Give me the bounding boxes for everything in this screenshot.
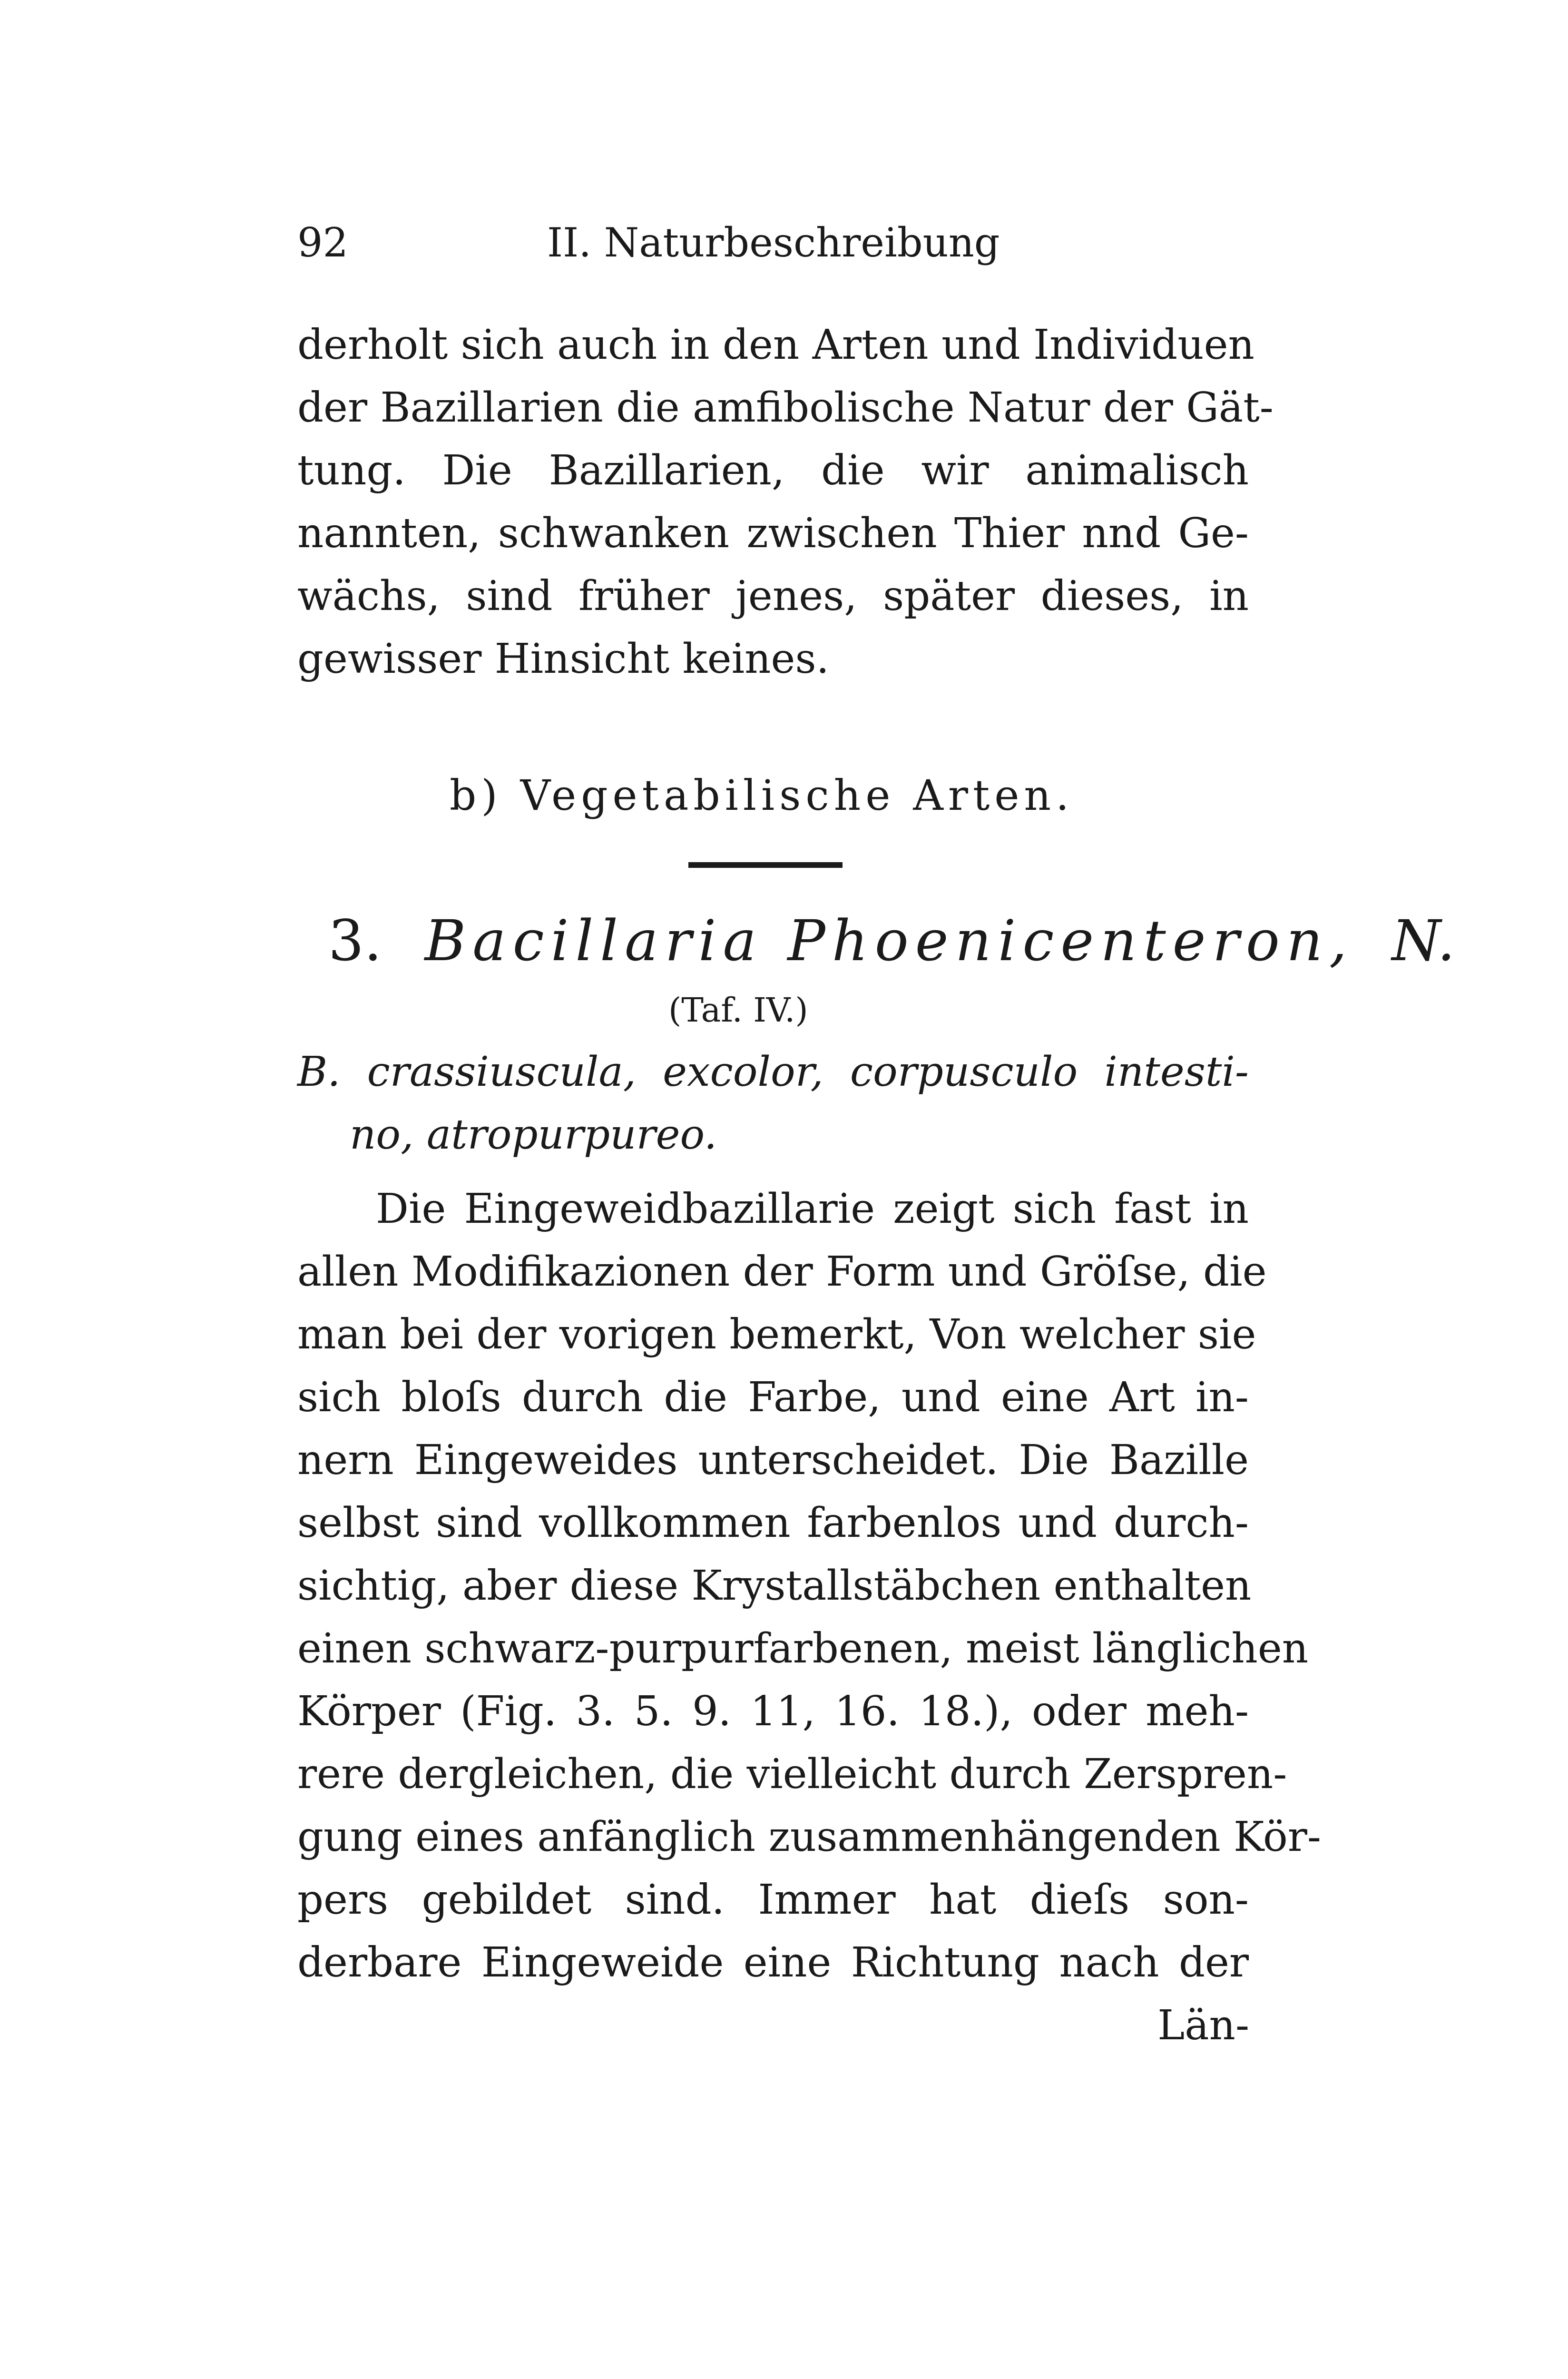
species-authority: N. xyxy=(1392,908,1455,973)
description-line: selbst sind vollkommen farbenlos und durch- xyxy=(297,1499,1249,1547)
description-line: Körper (Fig. 3. 5. 9. 11, 16. 18.), oder meh- xyxy=(297,1688,1249,1735)
page-number: 92 xyxy=(297,219,348,266)
description-line: allen Modifikazionen der Form und Gröſse, die xyxy=(297,1248,1267,1296)
intro-line: wächs, sind früher jenes, später dieses, in xyxy=(297,572,1249,620)
section-rule xyxy=(688,862,843,868)
description-line: einen schwarz-purpurfarbenen, meist länglichen xyxy=(297,1625,1309,1672)
description-line: gung eines anfänglich zusammenhängenden Kör- xyxy=(297,1813,1321,1861)
intro-line: derholt sich auch in den Arten und Individuen xyxy=(297,321,1254,369)
section-subheading: b) Vegetabilische Arten. xyxy=(450,771,1074,820)
species-name: Bacillaria Phoenicenteron, xyxy=(424,908,1354,973)
description-line: sich bloſs durch die Farbe, und eine Art in- xyxy=(297,1374,1249,1421)
diagnosis-line: no, atropurpureo. xyxy=(350,1111,717,1159)
description-line: rere dergleichen, die vielleicht durch Zerspren- xyxy=(297,1750,1287,1798)
description-line: nern Eingeweides unterscheidet. Die Bazille xyxy=(297,1436,1249,1484)
intro-line: tung. Die Bazillarien, die wir animalisch xyxy=(297,447,1249,494)
catchword: Län- xyxy=(1157,2002,1249,2049)
species-number: 3. xyxy=(328,908,382,973)
intro-line: nannten, schwanken zwischen Thier nnd Ge- xyxy=(297,510,1249,557)
intro-line: der Bazillarien die amfibolische Natur der Gät- xyxy=(297,384,1274,432)
diagnosis-line: B. crassiuscula, excolor, corpusculo intesti- xyxy=(297,1048,1249,1096)
description-line: pers gebildet sind. Immer hat dieſs son- xyxy=(297,1876,1249,1924)
description-line: man bei der vorigen bemerkt, Von welcher sie xyxy=(297,1311,1256,1358)
description-line: derbare Eingeweide eine Richtung nach der xyxy=(297,1939,1249,1986)
intro-line: gewisser Hinsicht keines. xyxy=(297,635,829,683)
running-head: II. Naturbeschreibung xyxy=(547,219,1000,266)
description-line: sichtig, aber diese Krystallstäbchen enthalten xyxy=(297,1562,1252,1610)
species-title xyxy=(328,908,1455,973)
description-line: Die Eingeweidbazillarie zeigt sich fast in xyxy=(376,1185,1249,1233)
plate-reference: (Taf. IV.) xyxy=(668,991,808,1030)
